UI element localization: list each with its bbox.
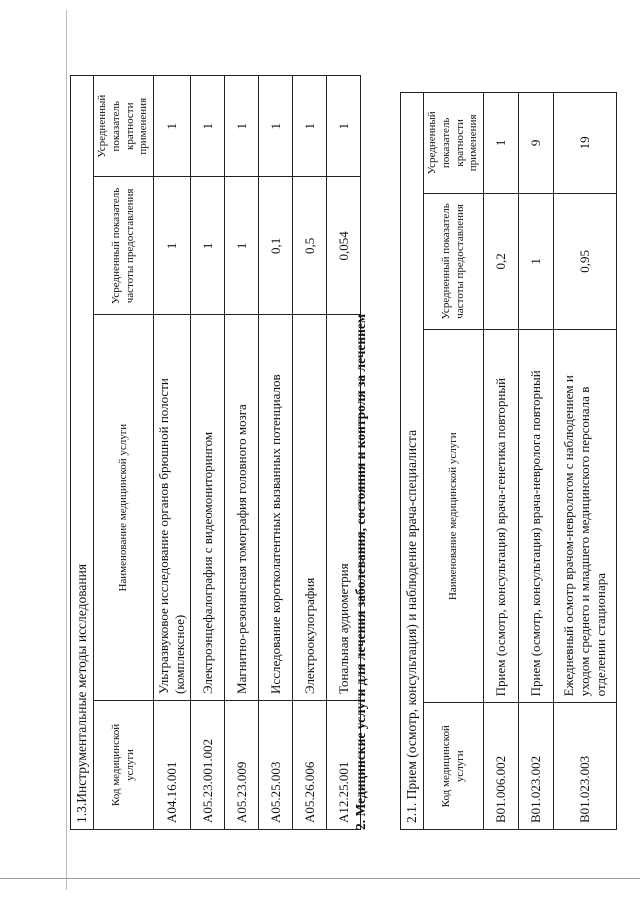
service-name: Тональная аудиометрия — [327, 315, 361, 701]
frequency-value: 0,5 — [293, 177, 327, 315]
multiplicity-value: 19 — [554, 93, 617, 194]
service-code: A04.16.001 — [154, 700, 191, 829]
multiplicity-value: 9 — [519, 93, 554, 194]
header-name: Наименование медицинской услуги — [94, 315, 154, 701]
multiplicity-value: 1 — [225, 76, 259, 177]
service-name: Ежедневный осмотр врачом-неврологом с наблюдением и уходом среднего и младшего медицинского персонала в отделении стационара — [554, 330, 617, 703]
table-row — [225, 76, 259, 830]
table-row — [259, 76, 293, 830]
header-code: Код медицинской услуги — [94, 700, 154, 829]
service-code: B01.023.003 — [554, 703, 617, 830]
header-frequency: Усредненный показатель частоты предоставления — [424, 193, 484, 329]
table-section-row — [71, 76, 94, 830]
header-code: Код медицинской услуги — [424, 703, 484, 830]
section-2-1-subtitle: 2.1. Прием (осмотр, консультация) и наблюдение врача-специалиста — [401, 93, 424, 830]
service-name: Прием (осмотр, консультация) врача-генетика повторный — [484, 330, 519, 703]
frequency-value: 0,2 — [484, 193, 519, 329]
service-code: A05.26.006 — [293, 700, 327, 829]
table-row — [484, 93, 519, 830]
multiplicity-value: 1 — [191, 76, 225, 177]
header-multiplicity: Усредненный показатель кратности применения — [424, 93, 484, 194]
service-code: A05.23.001.002 — [191, 700, 225, 829]
multiplicity-value: 1 — [484, 93, 519, 194]
table-section-row — [401, 93, 424, 830]
service-code: A05.25.003 — [259, 700, 293, 829]
table-header-row — [424, 93, 484, 830]
frequency-value: 0,95 — [554, 193, 617, 329]
frequency-value: 0,1 — [259, 177, 293, 315]
frequency-value: 1 — [191, 177, 225, 315]
section-2-title: 2. Медицинские услуги для лечения заболевания, состояния и контроля за лечением — [353, 313, 368, 830]
header-name: Наименование медицинской услуги — [424, 330, 484, 703]
multiplicity-value: 1 — [293, 76, 327, 177]
service-code: B01.023.002 — [519, 703, 554, 830]
service-name: Электроэнцефалография с видеомониторингом — [191, 315, 225, 701]
table-row — [293, 76, 327, 830]
frequency-value: 0,054 — [327, 177, 361, 315]
table-row — [191, 76, 225, 830]
header-multiplicity: Усредненный показатель кратности применения — [94, 76, 154, 177]
frequency-value: 1 — [225, 177, 259, 315]
service-name: Прием (осмотр, консультация) врача-невролога повторный — [519, 330, 554, 703]
instrumental-methods-table — [70, 75, 361, 830]
multiplicity-value: 1 — [327, 76, 361, 177]
multiplicity-value: 1 — [259, 76, 293, 177]
service-name: Магнитно-резонансная томография головного мозга — [225, 315, 259, 701]
table-row — [519, 93, 554, 830]
service-name: Ультразвуковое исследование органов брюшной полости (комплексное) — [154, 315, 191, 701]
service-name: Электроокулография — [293, 315, 327, 701]
multiplicity-value: 1 — [154, 76, 191, 177]
service-code: A05.23.009 — [225, 700, 259, 829]
frequency-value: 1 — [154, 177, 191, 315]
specialist-consultations-table — [400, 92, 617, 830]
service-code: B01.006.002 — [484, 703, 519, 830]
service-code: A12.25.001 — [327, 700, 361, 829]
frequency-value: 1 — [519, 193, 554, 329]
table-row — [554, 93, 617, 830]
section-1-3-title: 1.3.Инструментальные методы исследования — [71, 76, 94, 830]
header-frequency: Усредненный показатель частоты предоставления — [94, 177, 154, 315]
table-row — [154, 76, 191, 830]
service-name: Исследование коротколатентных вызванных потенциалов — [259, 315, 293, 701]
table-header-row — [94, 76, 154, 830]
